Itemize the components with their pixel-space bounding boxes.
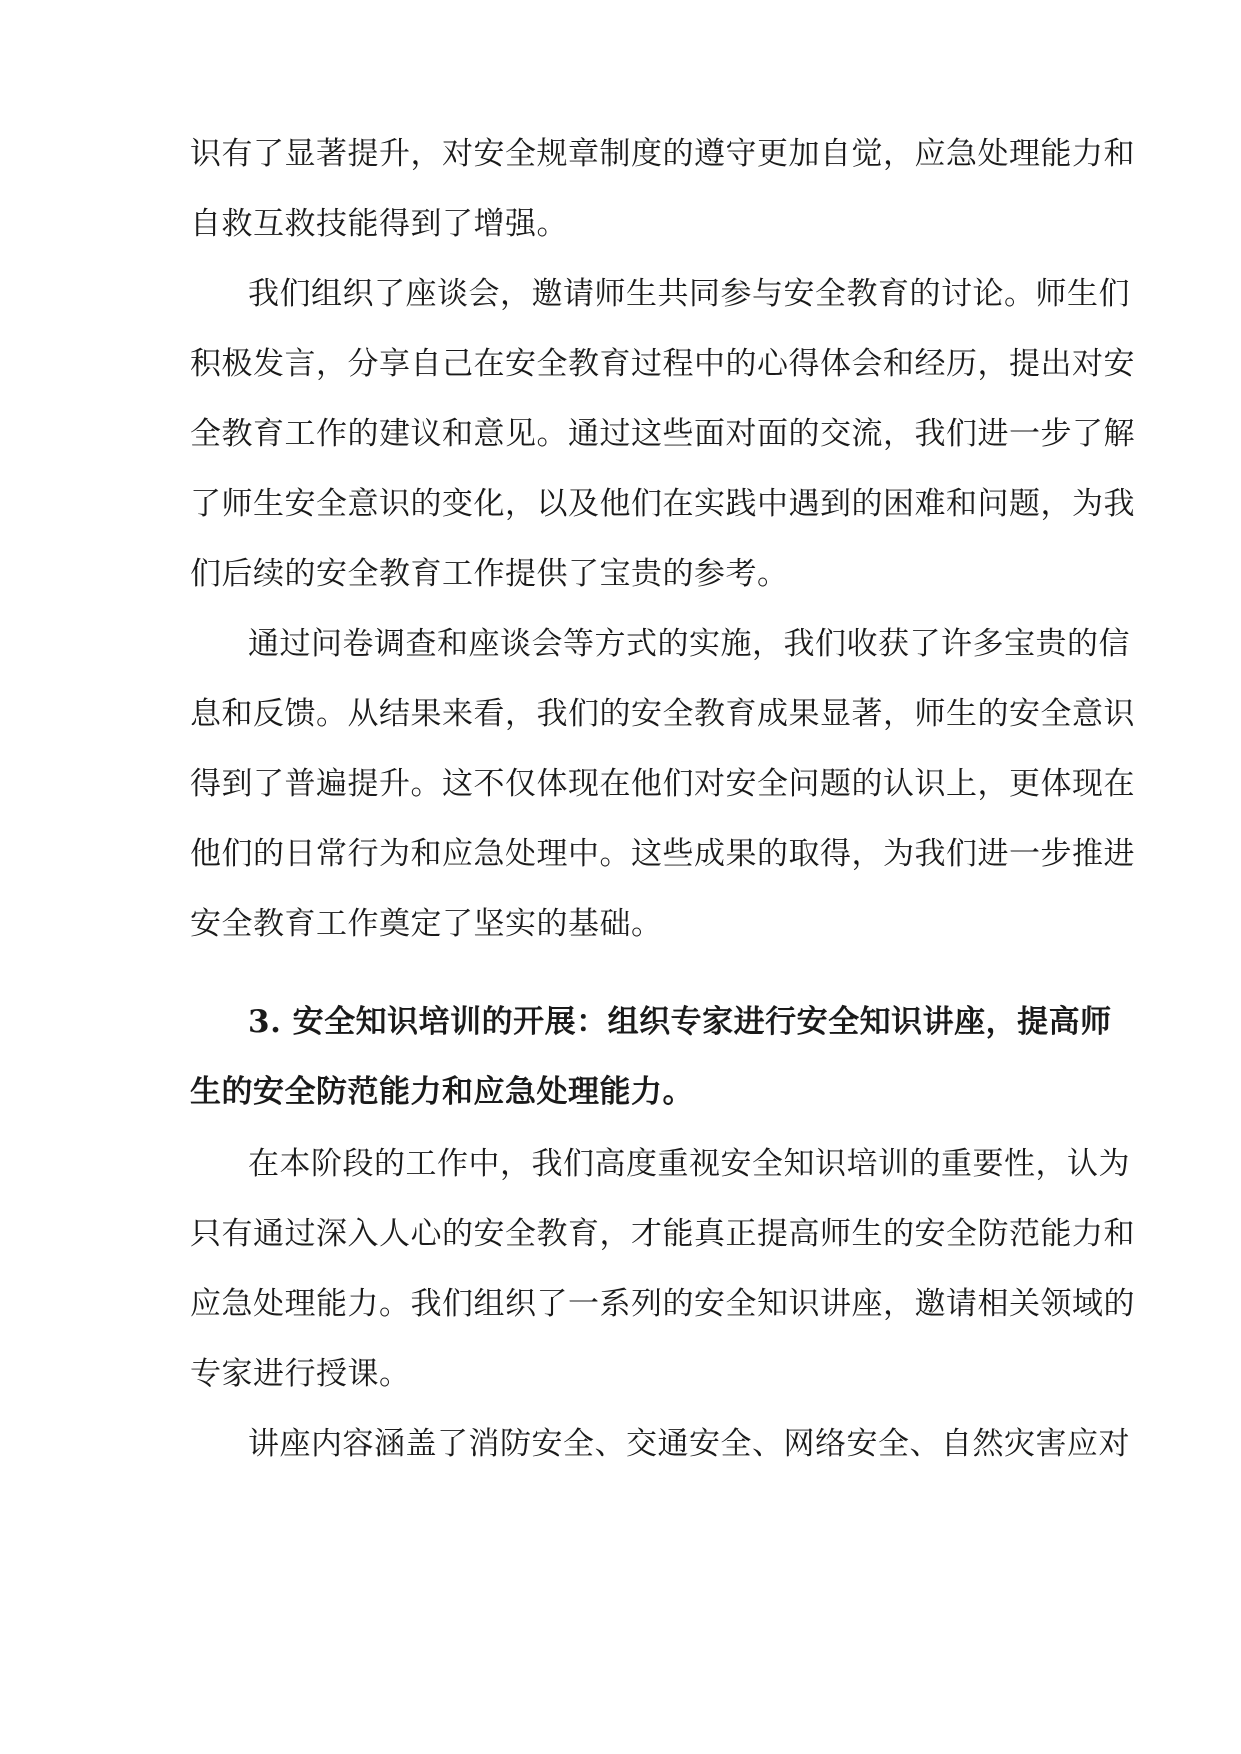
paragraph-line: 全教育工作的建议和意见。通过这些面对面的交流，我们进一步了解	[190, 416, 1135, 452]
paragraph-line: 通过问卷调查和座谈会等方式的实施，我们收获了许多宝贵的信	[248, 626, 1130, 662]
paragraph-line: 识有了显著提升，对安全规章制度的遵守更加自觉，应急处理能力和	[190, 136, 1135, 172]
paragraph-line: 息和反馈。从结果来看，我们的安全教育成果显著，师生的安全意识	[190, 696, 1135, 732]
paragraph-line: 他们的日常行为和应急处理中。这些成果的取得，为我们进一步推进	[190, 836, 1135, 872]
paragraph-line: 们后续的安全教育工作提供了宝贵的参考。	[190, 556, 789, 592]
paragraph-line: 只有通过深入人心的安全教育，才能真正提高师生的安全防范能力和	[190, 1216, 1135, 1252]
paragraph-line: 专家进行授课。	[190, 1356, 411, 1392]
paragraph-line: 得到了普遍提升。这不仅体现在他们对安全问题的认识上，更体现在	[190, 766, 1135, 802]
paragraph-line: 讲座内容涵盖了消防安全、交通安全、网络安全、自然灾害应对	[248, 1426, 1130, 1462]
paragraph-line: 应急处理能力。我们组织了一系列的安全知识讲座，邀请相关领域的	[190, 1286, 1135, 1322]
section-heading-line: 生的安全防范能力和应急处理能力。	[190, 1074, 694, 1110]
paragraph-line: 了师生安全意识的变化，以及他们在实践中遇到的困难和问题，为我	[190, 486, 1135, 522]
section-heading-line: 3. 安全知识培训的开展：组织专家进行安全知识讲座，提高师	[248, 1004, 1112, 1040]
paragraph-line: 积极发言，分享自己在安全教育过程中的心得体会和经历，提出对安	[190, 346, 1135, 382]
paragraph-line: 自救互救技能得到了增强。	[190, 206, 568, 242]
paragraph-line: 在本阶段的工作中，我们高度重视安全知识培训的重要性，认为	[248, 1146, 1130, 1182]
paragraph-line: 安全教育工作奠定了坚实的基础。	[190, 906, 663, 942]
paragraph-line: 我们组织了座谈会，邀请师生共同参与安全教育的讨论。师生们	[248, 276, 1130, 312]
